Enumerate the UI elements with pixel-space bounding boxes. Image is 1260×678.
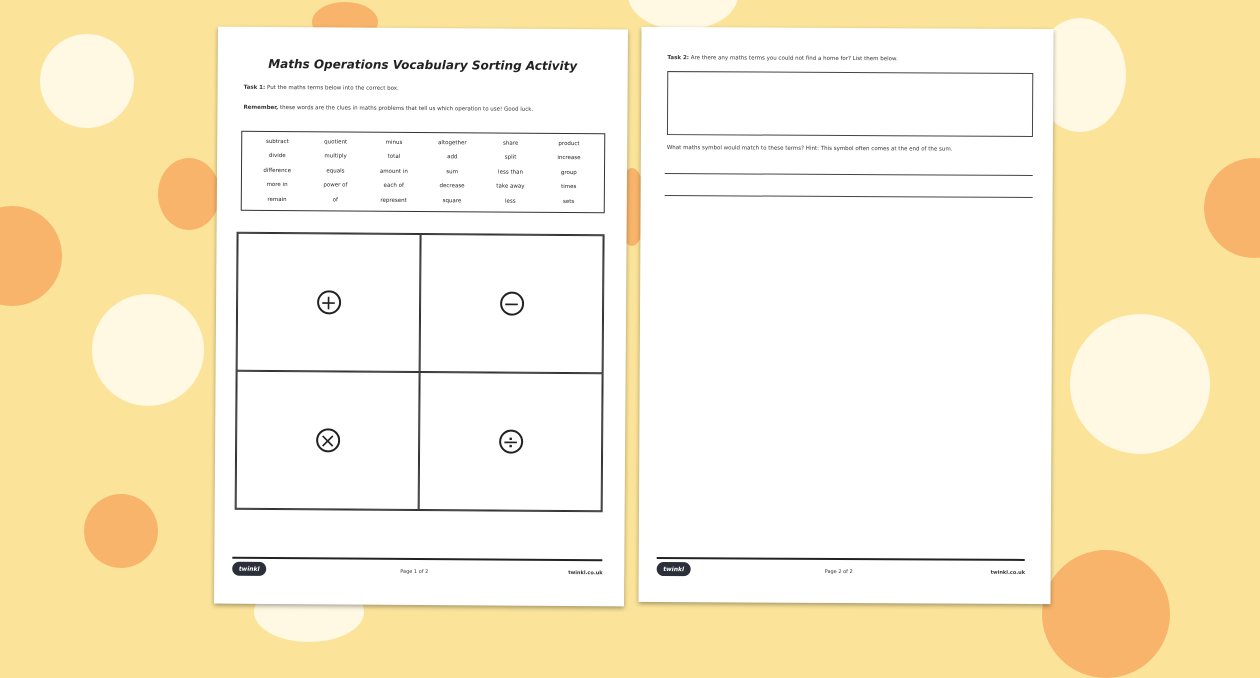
- background-dot: [158, 158, 220, 230]
- background-dot: [40, 34, 134, 128]
- worksheet-page-2: [638, 27, 1053, 604]
- twinkl-logo: twinkl: [232, 562, 266, 576]
- website-link[interactable]: twinkl.co.uk: [568, 570, 603, 577]
- word-card[interactable]: subtract: [265, 138, 289, 146]
- word-card[interactable]: times: [561, 184, 577, 191]
- word-card[interactable]: difference: [263, 167, 292, 174]
- remember-instruction: [243, 105, 533, 113]
- word-card[interactable]: total: [387, 154, 401, 161]
- sorting-grid: [235, 232, 605, 513]
- background-dot: [92, 294, 204, 406]
- footer-divider: [232, 557, 602, 562]
- task1-label: Task 1:: [243, 84, 266, 91]
- page-title: Maths Operations Vocabulary Sorting Activity: [268, 56, 578, 74]
- answer-line[interactable]: [665, 195, 1033, 198]
- word-card[interactable]: more in: [266, 182, 288, 189]
- task1-text: Put the maths terms below into the correct box.: [266, 84, 399, 92]
- word-card[interactable]: product: [558, 140, 580, 148]
- word-card[interactable]: represent: [380, 197, 407, 204]
- word-card[interactable]: altogether: [438, 140, 467, 147]
- background-dot: [1042, 550, 1170, 678]
- website-link[interactable]: twinkl.co.uk: [990, 569, 1026, 576]
- word-card[interactable]: each of: [383, 182, 404, 190]
- answer-box[interactable]: [667, 71, 1033, 137]
- word-card[interactable]: add: [447, 154, 458, 161]
- background-dot: [628, 0, 738, 30]
- remember-text: these words are the clues in maths problems that tell us which operation to use! Good luck.: [280, 105, 534, 113]
- background-dot: [1204, 158, 1260, 258]
- page-number: Page 2 of 2: [824, 568, 853, 576]
- page-number: Page 1 of 2: [400, 568, 429, 576]
- hint-question: What maths symbol would match to these terms? Hint: This symbol often comes at the end of the sum.: [666, 145, 953, 153]
- word-card[interactable]: sum: [446, 168, 459, 176]
- task1-instruction: [244, 85, 399, 92]
- word-card[interactable]: group: [560, 169, 577, 176]
- plus-icon: +: [317, 290, 341, 314]
- word-card[interactable]: less than: [498, 169, 523, 176]
- minus-icon: −: [500, 292, 524, 316]
- answer-line[interactable]: [665, 173, 1033, 176]
- word-card[interactable]: square: [442, 197, 462, 204]
- footer-divider: [657, 557, 1025, 561]
- word-bank: [241, 131, 606, 214]
- sort-box-multiplication[interactable]: [236, 371, 420, 510]
- word-card[interactable]: amount in: [379, 168, 408, 175]
- word-card[interactable]: less: [504, 198, 516, 205]
- sort-box-addition[interactable]: [237, 233, 421, 372]
- twinkl-logo: twinkl: [657, 562, 691, 576]
- word-card[interactable]: increase: [557, 155, 581, 162]
- task2-text: Are there any maths terms you could not find a home for? List them below.: [690, 55, 898, 63]
- word-card[interactable]: quotient: [324, 139, 348, 146]
- background-dot: [1070, 314, 1210, 454]
- worksheet-page-1: [214, 27, 628, 607]
- task2-label: Task 2:: [667, 55, 690, 62]
- remember-label: Remember,: [243, 104, 279, 111]
- word-card[interactable]: minus: [385, 139, 403, 146]
- word-card[interactable]: share: [503, 140, 519, 147]
- task2-instruction: [667, 55, 897, 62]
- sort-box-division[interactable]: [419, 372, 603, 511]
- word-card[interactable]: equals: [326, 168, 345, 175]
- word-card[interactable]: power of: [323, 182, 348, 189]
- word-card[interactable]: decrease: [439, 183, 465, 190]
- sort-box-subtraction[interactable]: [420, 234, 604, 373]
- background-dot: [0, 206, 62, 306]
- word-card[interactable]: split: [504, 154, 517, 162]
- divide-icon: ÷: [499, 430, 523, 454]
- word-card[interactable]: divide: [268, 153, 286, 160]
- word-card[interactable]: of: [332, 196, 338, 204]
- word-card[interactable]: remain: [267, 196, 287, 203]
- background-dot: [84, 494, 158, 568]
- word-card[interactable]: multiply: [324, 153, 347, 160]
- word-grid: [248, 135, 598, 209]
- times-icon: ×: [316, 428, 340, 452]
- word-card[interactable]: take away: [496, 183, 525, 190]
- word-card[interactable]: sets: [562, 198, 575, 205]
